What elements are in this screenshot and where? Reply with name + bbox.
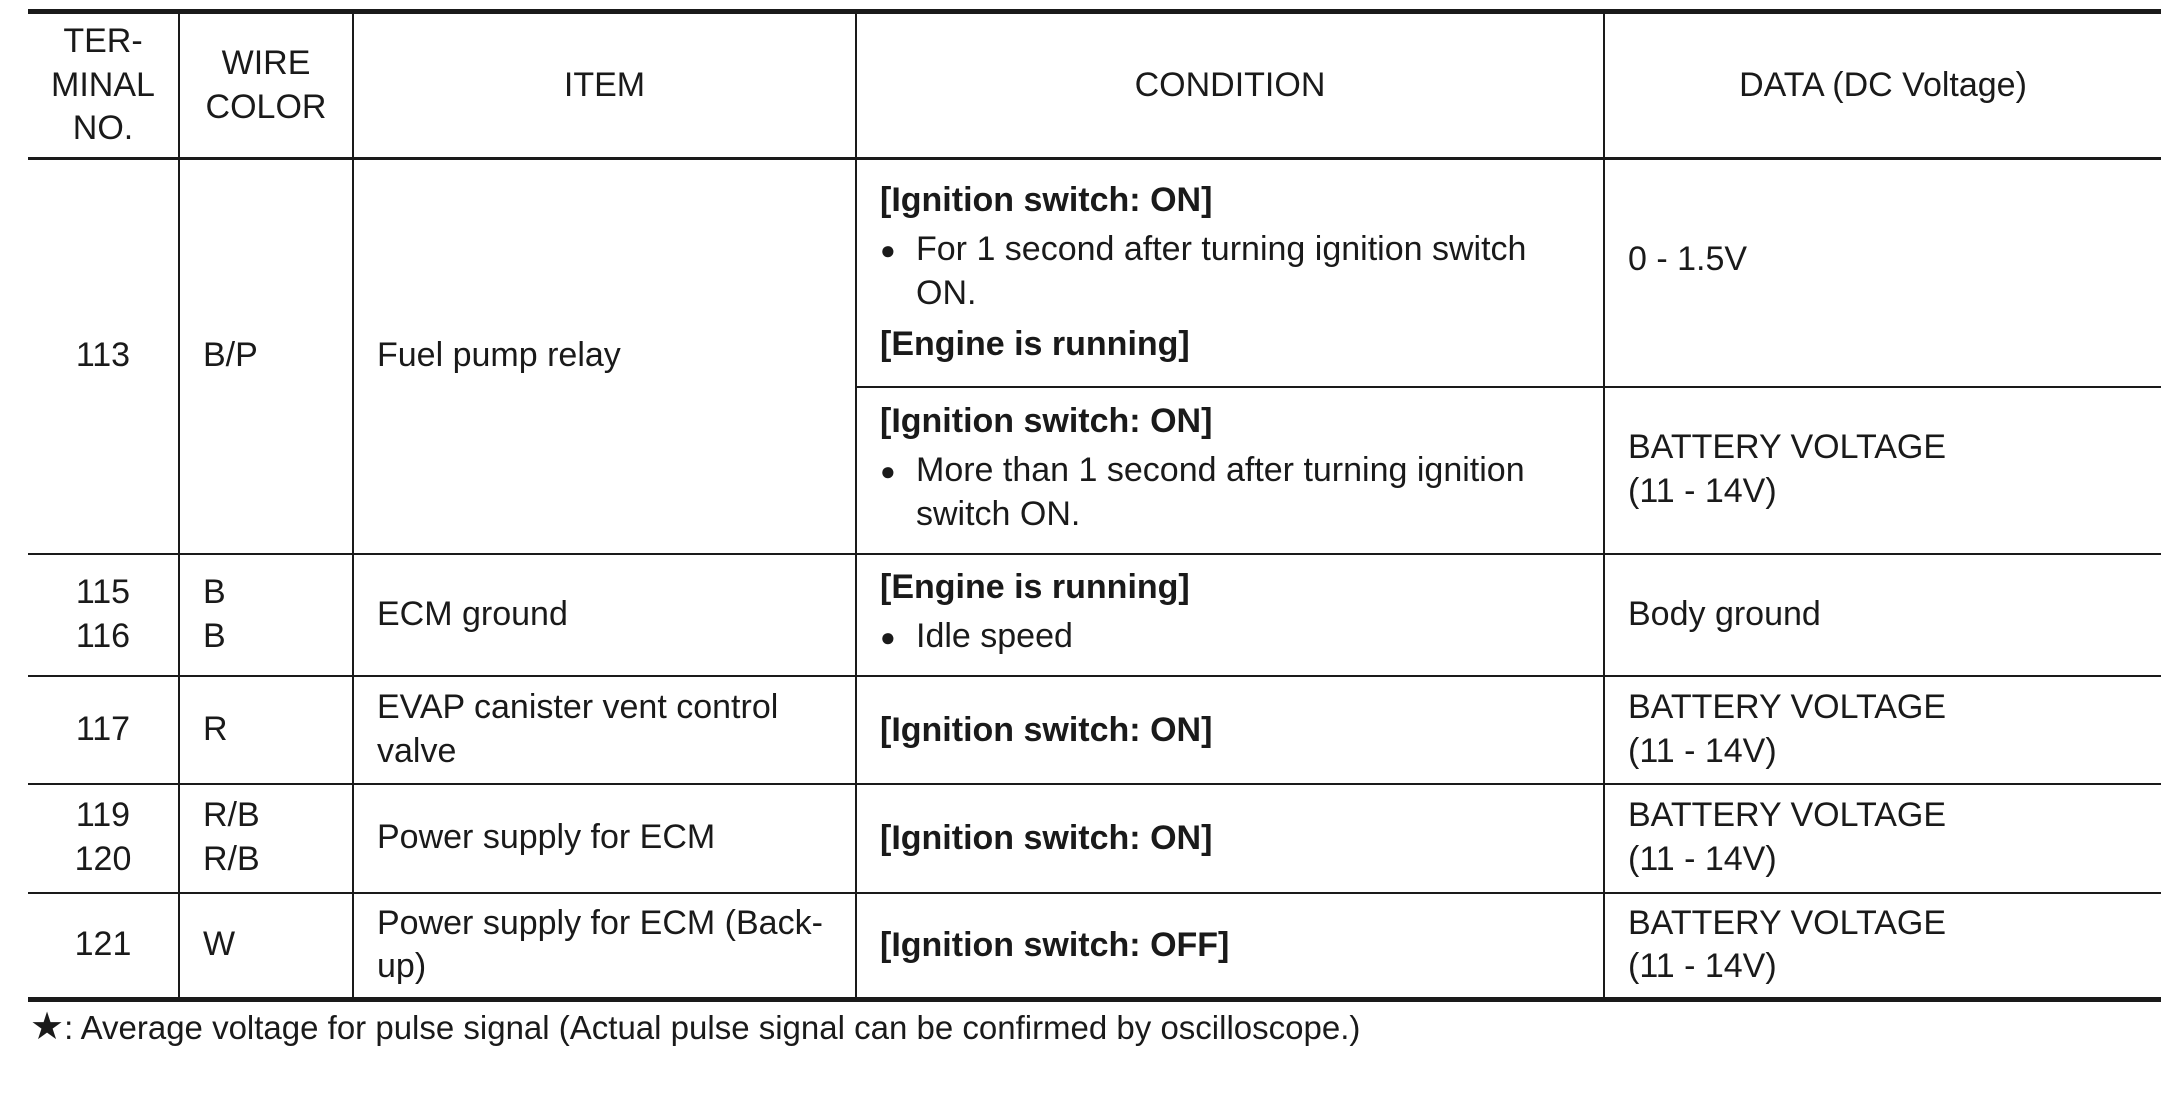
condition-cell [856, 893, 1604, 1000]
data-cell: BATTERY VOLTAGE (11 - 14V) [1604, 676, 2161, 784]
terminal-cell: 115 116 [28, 554, 179, 676]
item-cell: ECM ground [353, 554, 856, 676]
bullet-icon: ● [880, 622, 896, 653]
condition-cell [856, 784, 1604, 893]
data-cell: BATTERY VOLTAGE (11 - 14V) [1604, 893, 2161, 1000]
wire-color-cell: B B [179, 554, 353, 676]
star-icon: ★ [30, 1006, 65, 1048]
condition-heading: [Ignition switch: ON] [880, 401, 1213, 440]
condition-heading: [Ignition switch: ON] [880, 819, 1213, 858]
item-cell: EVAP canister vent control valve [353, 676, 856, 784]
wire-color-cell: R [179, 676, 353, 784]
data-cell: BATTERY VOLTAGE (11 - 14V) [1604, 387, 2161, 554]
header-condition: CONDITION [856, 12, 1604, 159]
table-row [28, 159, 2161, 387]
terminal-cell: 113 [28, 159, 179, 554]
data-cell: Body ground [1604, 554, 2161, 676]
item-cell: Power supply for ECM [353, 784, 856, 893]
condition-cell [856, 387, 1604, 554]
wire-color-cell: W [179, 893, 353, 1000]
condition-cell [856, 554, 1604, 676]
footnote-text: : Average voltage for pulse signal (Actual pulse signal can be confirmed by oscilloscope.) [64, 1009, 1361, 1046]
footnote [30, 1008, 1360, 1048]
header-item: ITEM [353, 12, 856, 159]
wire-color-cell: R/B R/B [179, 784, 353, 893]
condition-bullet: ● For 1 second after turning ignition switch ON. [880, 230, 1527, 312]
data-cell: BATTERY VOLTAGE (11 - 14V) [1604, 784, 2161, 893]
data-cell: 0 - 1.5V [1604, 159, 2161, 387]
table-header-row [28, 12, 2161, 159]
terminal-cell: 119 120 [28, 784, 179, 893]
condition-bullet: ● More than 1 second after turning ignition switch ON. [880, 451, 1525, 533]
ecm-terminal-table [28, 9, 2161, 1002]
bullet-icon: ● [880, 456, 896, 487]
item-cell: Power supply for ECM (Back-up) [353, 893, 856, 1000]
wire-color-cell: B/P [179, 159, 353, 554]
terminal-cell: 121 [28, 893, 179, 1000]
condition-heading: [Ignition switch: OFF] [880, 926, 1230, 965]
terminal-cell: 117 [28, 676, 179, 784]
table-row [28, 784, 2161, 893]
table-row [28, 554, 2161, 676]
condition-heading: [Ignition switch: ON] [880, 180, 1213, 219]
condition-heading: [Engine is running] [880, 567, 1190, 606]
table-row [28, 676, 2161, 784]
condition-cell [856, 159, 1604, 387]
table-row [28, 893, 2161, 1000]
header-wire-color: WIRE COLOR [179, 12, 353, 159]
condition-cell [856, 676, 1604, 784]
condition-heading: [Engine is running] [880, 325, 1190, 364]
item-cell: Fuel pump relay [353, 159, 856, 554]
bullet-icon: ● [880, 235, 896, 266]
header-data: DATA (DC Voltage) [1604, 12, 2161, 159]
condition-bullet: ● Idle speed [880, 615, 1585, 659]
condition-heading: [Ignition switch: ON] [880, 710, 1213, 749]
header-terminal-no: TER- MINAL NO. [28, 12, 179, 159]
